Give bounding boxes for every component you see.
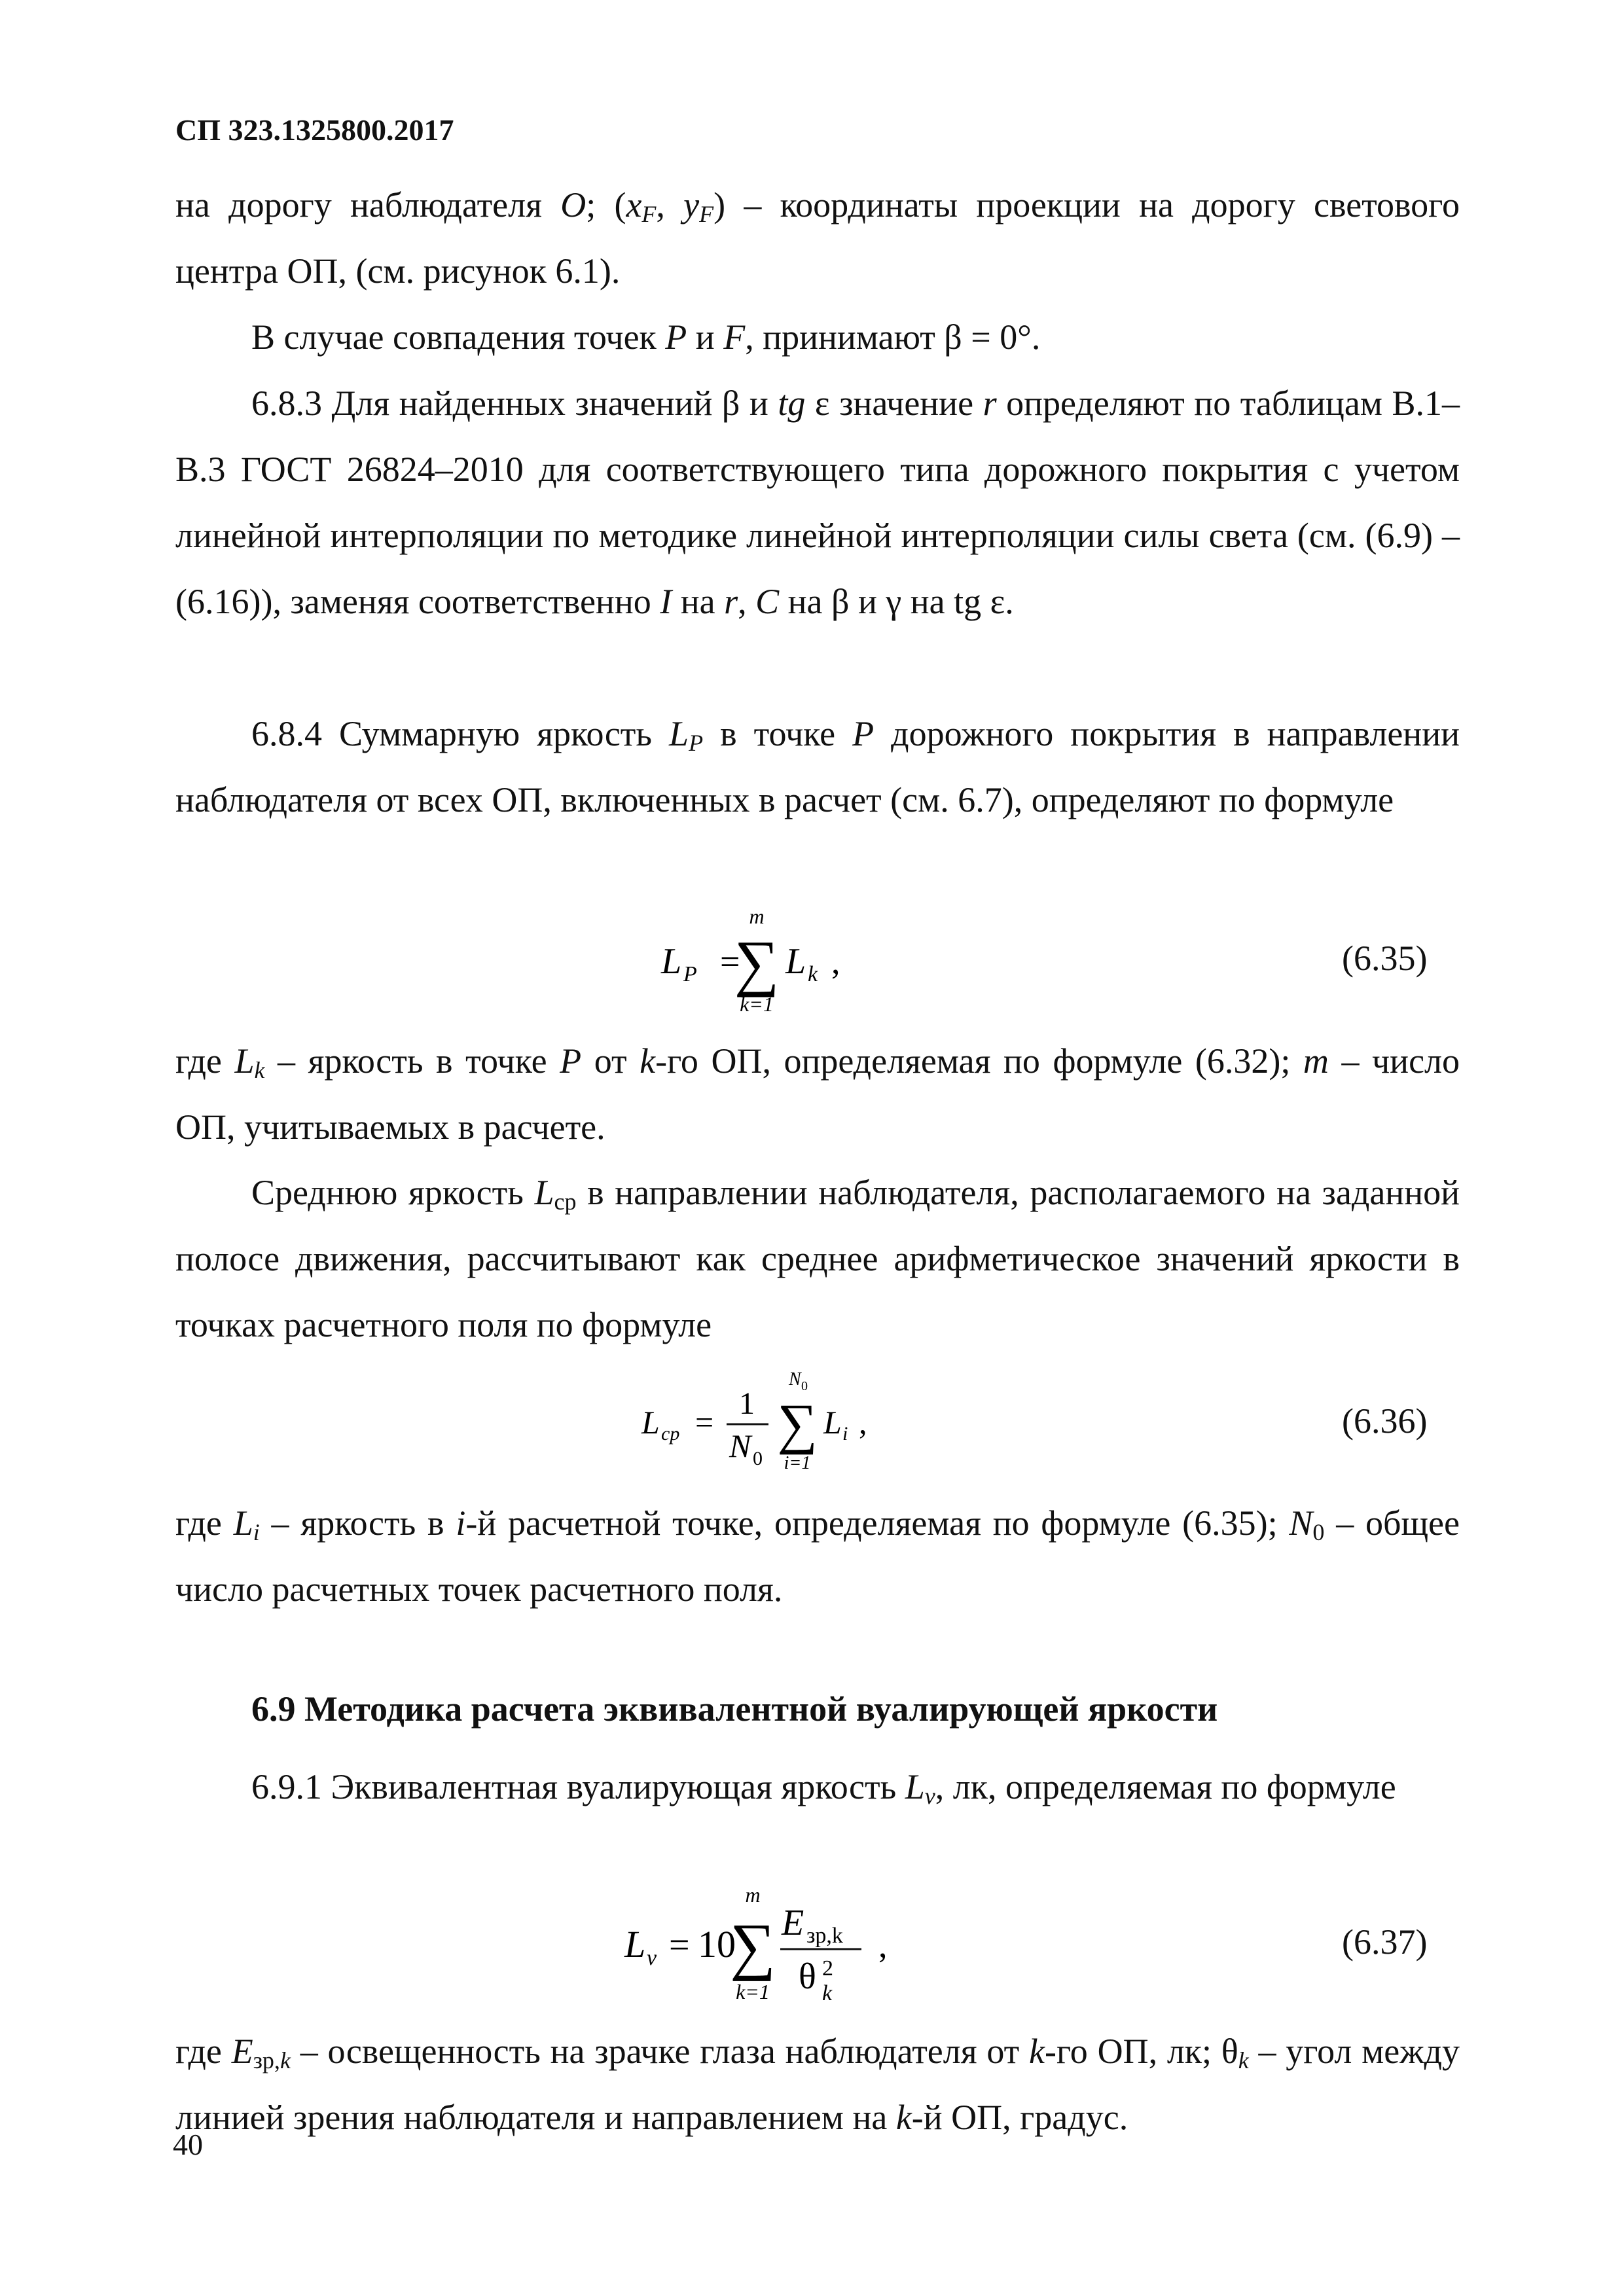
equation-number: (6.37) bbox=[1342, 1922, 1428, 1962]
equation-number: (6.35) bbox=[1342, 939, 1428, 978]
formula-6-37 bbox=[0, 1872, 1624, 2022]
formula-6-37-expression bbox=[609, 1872, 910, 2022]
paragraph-mean-luminance: Среднюю яркость $L_{ср}$ в направлении наблюдателя, располагаемого на заданной полосе движения, рассчитывают как среднее арифметическое значений яркости в точках расчетного поля по формуле bbox=[175, 1173, 1460, 1344]
svg-text:L: L bbox=[823, 1404, 842, 1441]
svg-text:L: L bbox=[785, 941, 806, 982]
paragraph-6-9-1: 6.9.1 Эквивалентная вуалирующая яркость $L_v$, лк, определяемая по формуле bbox=[251, 1767, 1396, 1809]
svg-text:0: 0 bbox=[753, 1448, 763, 1469]
formula-6-36 bbox=[0, 1361, 1624, 1486]
formula-6-36-expression bbox=[628, 1361, 903, 1486]
summation-sign: ∑ bbox=[734, 927, 780, 997]
svg-text:cp: cp bbox=[661, 1423, 680, 1444]
svg-text:10: 10 bbox=[698, 1923, 736, 1965]
svg-text:,: , bbox=[831, 942, 840, 981]
svg-text:k=1: k=1 bbox=[736, 1980, 770, 2003]
equation-number: (6.36) bbox=[1342, 1401, 1428, 1441]
svg-text:L: L bbox=[624, 1923, 646, 1965]
summation-sign: ∑ bbox=[730, 1911, 776, 1982]
svg-text:L: L bbox=[661, 941, 682, 982]
svg-text:k: k bbox=[822, 1981, 833, 2005]
formula-6-35 bbox=[0, 900, 1624, 1024]
svg-text:θ: θ bbox=[799, 1956, 816, 1997]
paragraph-li-definition: где $L_i$ – яркость в i-й расчетной точке, определяемая по формуле (6.35); $N_0$ – общее число расчетных точек расчетного поля. bbox=[175, 1503, 1460, 1609]
formula-6-35-expression bbox=[648, 900, 910, 1024]
svg-text:k=1: k=1 bbox=[740, 992, 774, 1016]
svg-text:L: L bbox=[641, 1404, 660, 1441]
svg-text:=: = bbox=[669, 1925, 690, 1965]
paragraph-6-8-3: 6.8.3 Для найденных значений β и tg ε значение r определяют по таблицам В.1–В.3 ГОСТ 26824–2010 для соответствующего типа дорожного покрытия с учетом линейной интерполяции по методике линейной интерполяции силы света (см. (6.9) – (6.16)), заменяя соответственно I на r, C на β и γ на tg ε. bbox=[175, 384, 1460, 621]
paragraph-e-definition: где $E_{зр,k}$ – освещенность на зрачке глаза наблюдателя от k-го ОП, лк; $\theta_k$ – угол между линией зрения наблюдателя и направлением на k-й ОП, градус. bbox=[175, 2032, 1460, 2137]
svg-text:m: m bbox=[749, 905, 765, 928]
section-heading: 6.9 Методика расчета эквивалентной вуалирующей яркости bbox=[251, 1689, 1218, 1729]
svg-text:=: = bbox=[720, 942, 740, 981]
svg-text:k: k bbox=[808, 962, 818, 986]
svg-text:i=1: i=1 bbox=[784, 1453, 811, 1473]
svg-text:1: 1 bbox=[739, 1386, 755, 1421]
page-number: 40 bbox=[173, 2128, 203, 2161]
paragraph-continuation: на дорогу наблюдателя O; ($x_F$, $y_F$) – координаты проекции на дорогу светового центра ОП, (см. рисунок 6.1). bbox=[175, 185, 1460, 291]
document-code: СП 323.1325800.2017 bbox=[175, 113, 454, 147]
svg-text:зр,k: зр,k bbox=[806, 1924, 843, 1948]
paragraph-lk-definition: где $L_k$ – яркость в точке P от k-го ОП, определяемая по формуле (6.32); m – число ОП, учитываемых в расчете. bbox=[175, 1041, 1460, 1147]
summation-sign: ∑ bbox=[777, 1392, 818, 1455]
svg-text:,: , bbox=[859, 1404, 867, 1441]
svg-text:=: = bbox=[695, 1404, 714, 1441]
svg-text:2: 2 bbox=[822, 1956, 833, 1981]
svg-text:P: P bbox=[683, 962, 697, 986]
svg-text:E: E bbox=[782, 1903, 804, 1943]
svg-text:N: N bbox=[729, 1427, 751, 1464]
svg-text:i: i bbox=[842, 1423, 848, 1444]
paragraph-beta-zero: В случае совпадения точек P и F, принимают β = 0°. bbox=[251, 317, 1041, 357]
paragraph-6-8-4: 6.8.4 Суммарную яркость $L_P$ в точке P дорожного покрытия в направлении наблюдателя от всех ОП, включенных в расчет (см. 6.7), определяют по формуле bbox=[175, 714, 1460, 819]
svg-text:v: v bbox=[647, 1946, 657, 1970]
svg-text:N: N bbox=[789, 1369, 801, 1390]
svg-text:0: 0 bbox=[801, 1379, 808, 1393]
svg-text:,: , bbox=[878, 1926, 888, 1965]
svg-text:m: m bbox=[745, 1883, 761, 1907]
